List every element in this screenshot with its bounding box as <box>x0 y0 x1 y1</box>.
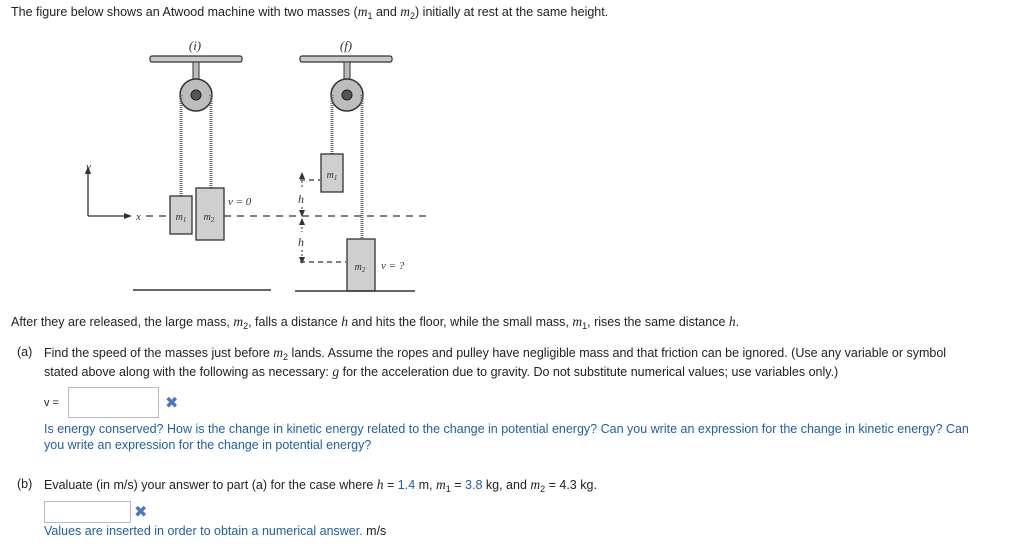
part-a-answer-label: v = <box>44 397 59 409</box>
part-a-hint-line1: Is energy conserved? How is the change in kinetic energy related to the change in potential energy? Can you write an expression for the change in kinetic energy? Can <box>44 422 969 436</box>
svg-text:m1: $m_1$ <box>175 212 187 224</box>
intro-text: The figure below shows an Atwood machine with two masses ($m_1$ and $m_2$) initially at rest at the same height. <box>11 4 609 21</box>
label-initial: (i) <box>188 38 202 53</box>
pulley-axle-final <box>342 90 352 100</box>
part-b-feedback: Values are inserted in order to obtain a numerical answer. m/s <box>44 524 387 538</box>
part-a-hint-line2: you write an expression for the change in potential energy? <box>44 438 372 452</box>
x-axis-label: x <box>136 211 141 223</box>
svg-text:m1: $m_1$ <box>326 170 338 182</box>
label-final: (f) <box>339 38 353 53</box>
released-text: After they are released, the large mass, $m_2$, falls a distance h and hits the floor, while the small mass, $m_1$, rises the same distance h. <box>11 314 740 331</box>
part-a-question-line2: stated above along with the following as necessary: g for the acceleration due to gravity. Do not substitute numerical values; use variables only.) <box>44 364 839 379</box>
h-label-top: h <box>298 192 304 206</box>
part-a-question-line1: Find the speed of the masses just before $m_2$ lands. Assume the ropes and pulley have negligible mass and that friction can be ignored. (Use any variable or symbol <box>44 345 947 362</box>
incorrect-icon: ✖ <box>165 395 179 412</box>
svg-text:m2: $m_2$ <box>354 262 366 274</box>
h-label-bottom: h <box>298 235 304 249</box>
part-b-question: Evaluate (in m/s) your answer to part (a) for the case where h = 1.4 m, $m_1 = 3.8$ kg, and $m_2 = 4.3$ kg. <box>44 477 597 494</box>
pulley-axle-initial <box>191 90 201 100</box>
part-b-label: (b) <box>17 477 33 491</box>
atwood-figure <box>0 0 460 300</box>
v-final-label: v = ? <box>381 260 405 272</box>
incorrect-icon: ✖ <box>134 504 148 521</box>
v-initial-label: v = 0 <box>228 196 252 208</box>
part-b-answer-input[interactable] <box>44 501 131 523</box>
y-axis-label: y <box>86 161 91 173</box>
part-a-label: (a) <box>17 345 33 359</box>
ceiling-bar-final <box>300 56 392 62</box>
ceiling-bar-initial <box>150 56 242 62</box>
part-a-answer-input[interactable] <box>68 387 159 418</box>
svg-text:m2: $m_2$ <box>203 212 215 224</box>
